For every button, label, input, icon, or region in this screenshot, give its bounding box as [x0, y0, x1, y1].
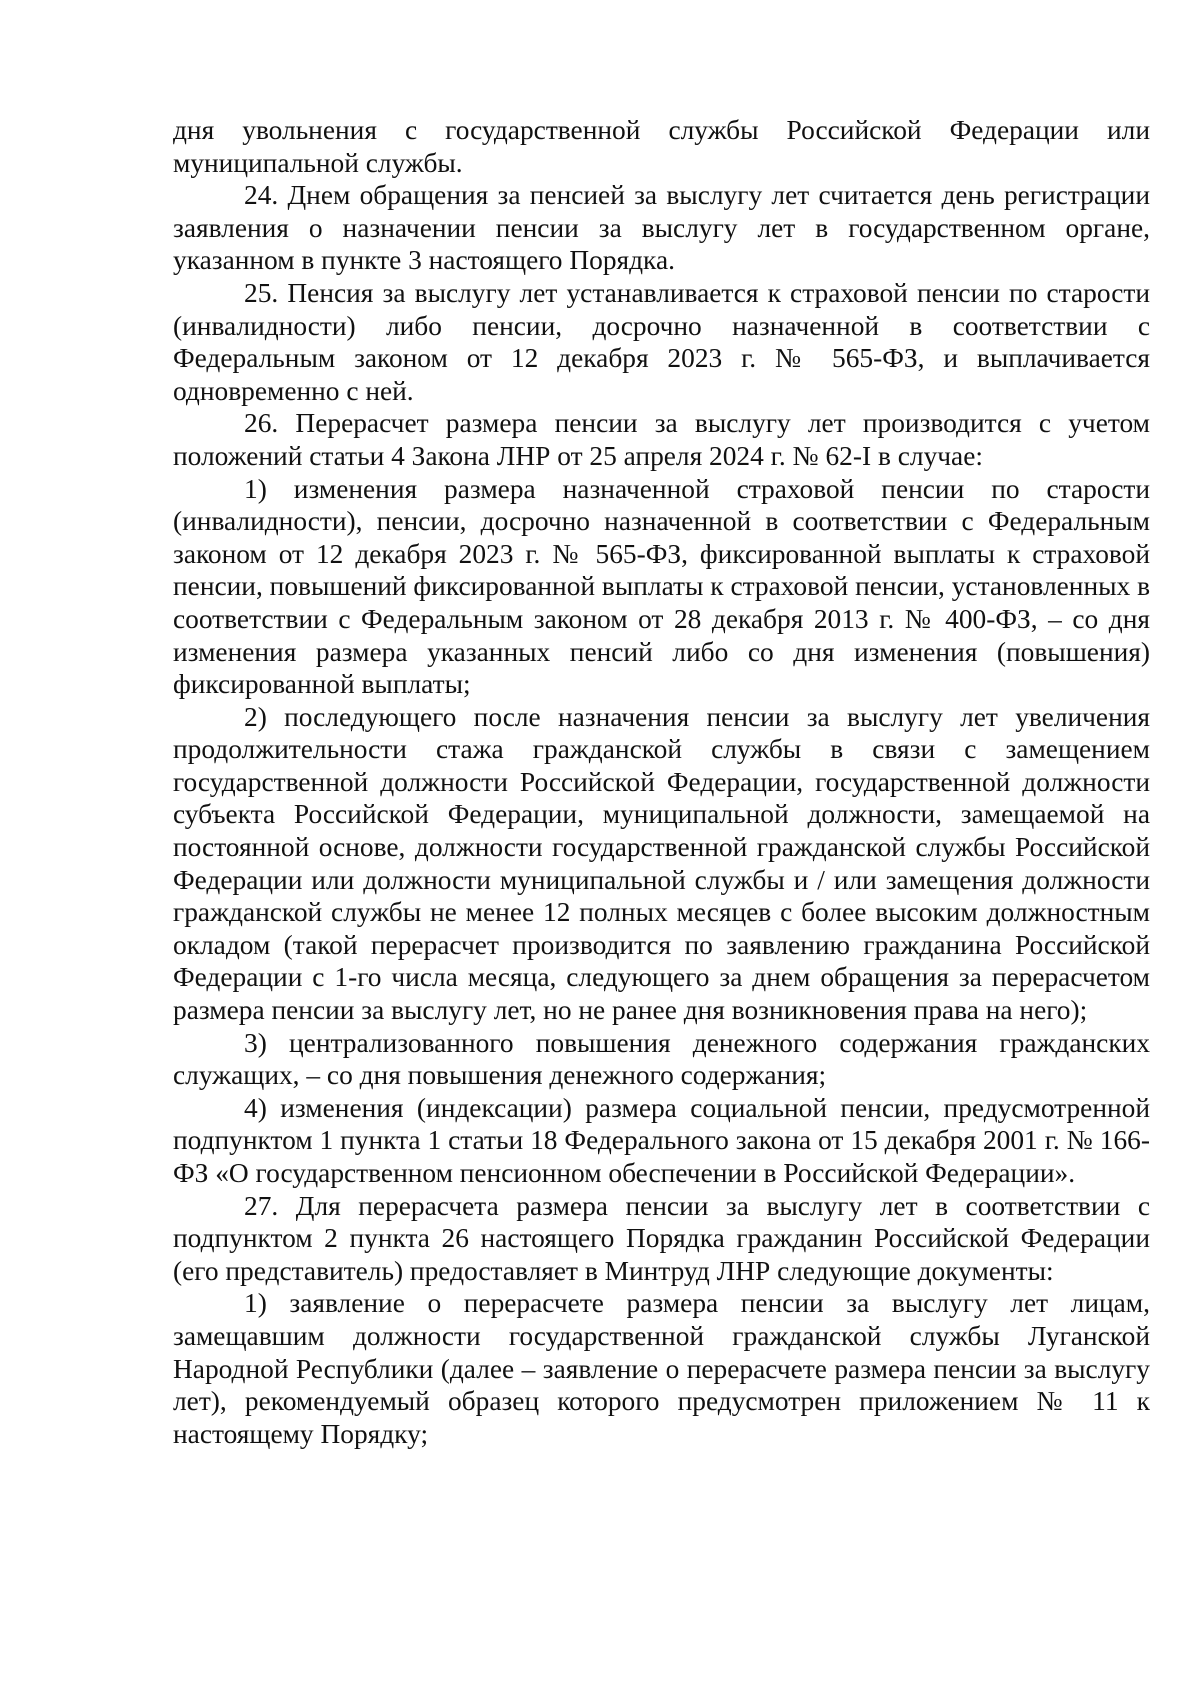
document-page	[173, 114, 1150, 1450]
paragraph-25: 25. Пенсия за выслугу лет устанавливается к страховой пенсии по старости (инвалидности) либо пенсии, досрочно назначенной в соответствии с Федеральным законом от 12 декабря 2023 г. № 565-ФЗ, и выплачивается одновременно с ней.	[173, 277, 1150, 406]
paragraph-26: 26. Перерасчет размера пенсии за выслугу лет производится с учетом положений статьи 4 Закона ЛНР от 25 апреля 2024 г. № 62-I в случае:	[173, 408, 1150, 471]
paragraph-26-item-3: 3) централизованного повышения денежного содержания гражданских служащих, – со дня повышения денежного содержания;	[173, 1027, 1150, 1091]
paragraph-26-item-4: 4) изменения (индексации) размера социальной пенсии, предусмотренной подпунктом 1 пункта 1 статьи 18 Федерального закона от 15 декабря 2001 г. № 166-ФЗ «О государственном пенсионном обеспечении в Российской Федерации».	[173, 1092, 1150, 1188]
paragraph-continuation: дня увольнения с государственной службы Российской Федерации или муниципальной службы.	[173, 115, 1150, 178]
paragraph-26-item-2: 2) последующего после назначения пенсии за выслугу лет увеличения продолжительности стажа гражданской службы в связи с замещением государственной должности Российской Федерации, государственной должности субъекта Российской Федерации, муниципальной должности, замещаемой на постоянной основе, должности государственной гражданской службы Российской Федерации или должности муниципальной службы и / или замещения должности гражданской службы не менее 12 полных месяцев с более высоким должностным окладом (такой перерасчет производится по заявлению гражданина Российской Федерации с 1-го числа месяца, следующего за днем обращения за перерасчетом размера пенсии за выслугу лет, но не ранее дня возникновения права на него);	[173, 701, 1150, 1026]
paragraph-27-item-1: 1) заявление о перерасчете размера пенсии за выслугу лет лицам, замещавшим должности государственной гражданской службы Луганской Народной Республики (далее – заявление о перерасчете размера пенсии за выслугу лет), рекомендуемый образец которого предусмотрен приложением № 11 к настоящему Порядку;	[173, 1288, 1150, 1449]
paragraph-24: 24. Днем обращения за пенсией за выслугу лет считается день регистрации заявления о назначении пенсии за выслугу лет в государственном органе, указанном в пункте 3 настоящего Порядка.	[173, 180, 1150, 276]
paragraph-27: 27. Для перерасчета размера пенсии за выслугу лет в соответствии с подпунктом 2 пункта 26 настоящего Порядка гражданин Российской Федерации (его представитель) предоставляет в Минтруд ЛНР следующие документы:	[173, 1190, 1150, 1286]
paragraph-26-item-1: 1) изменения размера назначенной страховой пенсии по старости (инвалидности), пенсии, досрочно назначенной в соответствии с Федеральным законом от 12 декабря 2023 г. № 565-ФЗ, фиксированной выплаты к страховой пенсии, повышений фиксированной выплаты к страховой пенсии, установленных в соответствии с Федеральным законом от 28 декабря 2013 г. № 400-ФЗ, – со дня изменения размера указанных пенсий либо со дня изменения (повышения) фиксированной выплаты;	[173, 473, 1150, 700]
